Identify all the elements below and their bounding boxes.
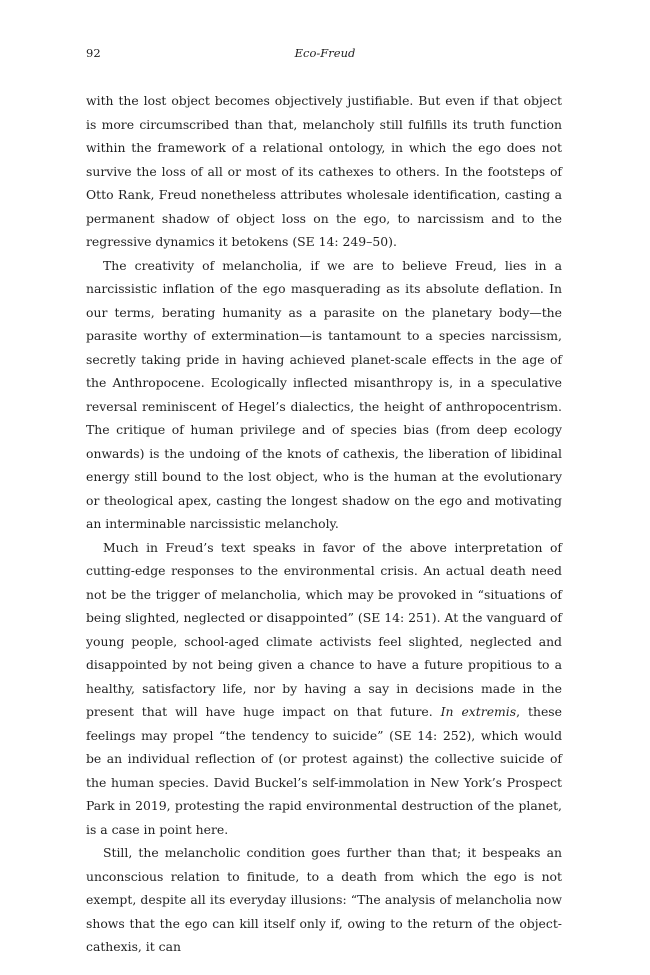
paragraph-3 <box>86 536 562 842</box>
paragraph-1: with the lost object becomes objectively justifiable. But even if that object is more circumscribed than that, melancholy still fulfills its truth function within the framework of a relational ontology, in which the ego does not survive the loss of all or most of its cathexes to others. In the footsteps of Otto Rank, Freud nonetheless attributes wholesale identification, casting a permanent shadow of object loss on the ego, to narcissism and to the regressive dynamics it betokens (SE 14: 249–50). <box>86 93 562 249</box>
page-number: 92 <box>86 46 101 60</box>
page-header <box>86 46 564 62</box>
paragraph-3-text-after: , these feelings may propel “the tendency to suicide” (SE 14: 252), which would be an individual reflection of (or protest against) the collective suicide of the human species. David Buckel’s self-immolation in New York’s Prospect Park in 2019, protesting the rapid environmental destruction of the planet, is a case in point here. <box>86 704 562 837</box>
body-text <box>86 89 562 959</box>
running-head: Eco-Freud <box>294 46 356 60</box>
paragraph-3-text-before: Much in Freud’s text speaks in favor of the above interpretation of cutting-edge responses to the environmental crisis. An actual death need not be the trigger of melancholia, which may be provoked in “situations of being slighted, neglected or disappointed” (SE 14: 251). At the vanguard of young people, school-aged climate activists feel slighted, neglected and disappointed by not being given a chance to have a future propitious to a healthy, satisfactory life, nor by having a say in decisions made in the present that will have huge impact on that future. <box>86 539 562 719</box>
paragraph-3-emphasis: In extremis <box>440 704 517 719</box>
paragraph-2: The creativity of melancholia, if we are to believe Freud, lies in a narcissistic inflation of the ego masquerading as its absolute deflation. In our terms, berating humanity as a parasite on the planetary body—the parasite worthy of extermination—is tantamount to a species narcissism, secretly taking pride in having achieved planet-scale effects in the age of the Anthropocene. Ecologically inflected misanthropy is, in a speculative reversal reminiscent of Hegel’s dialectics, the height of anthropocentrism. The critique of human privilege and of species bias (from deep ecology onwards) is the undoing of the knots of cathexis, the liberation of libidinal energy still bound to the lost object, who is the human at the evolutionary or theological apex, casting the longest shadow on the ego and motivating an interminable narcissistic melancholy. <box>86 257 562 531</box>
paragraph-4: Still, the melancholic condition goes further than that; it bespeaks an unconscious relation to finitude, to a death from which the ego is not exempt, despite all its everyday illusions: “The analysis of melancholia now shows that the ego can kill itself only if, owing to the return of the object-cathexis, it can <box>86 845 562 954</box>
